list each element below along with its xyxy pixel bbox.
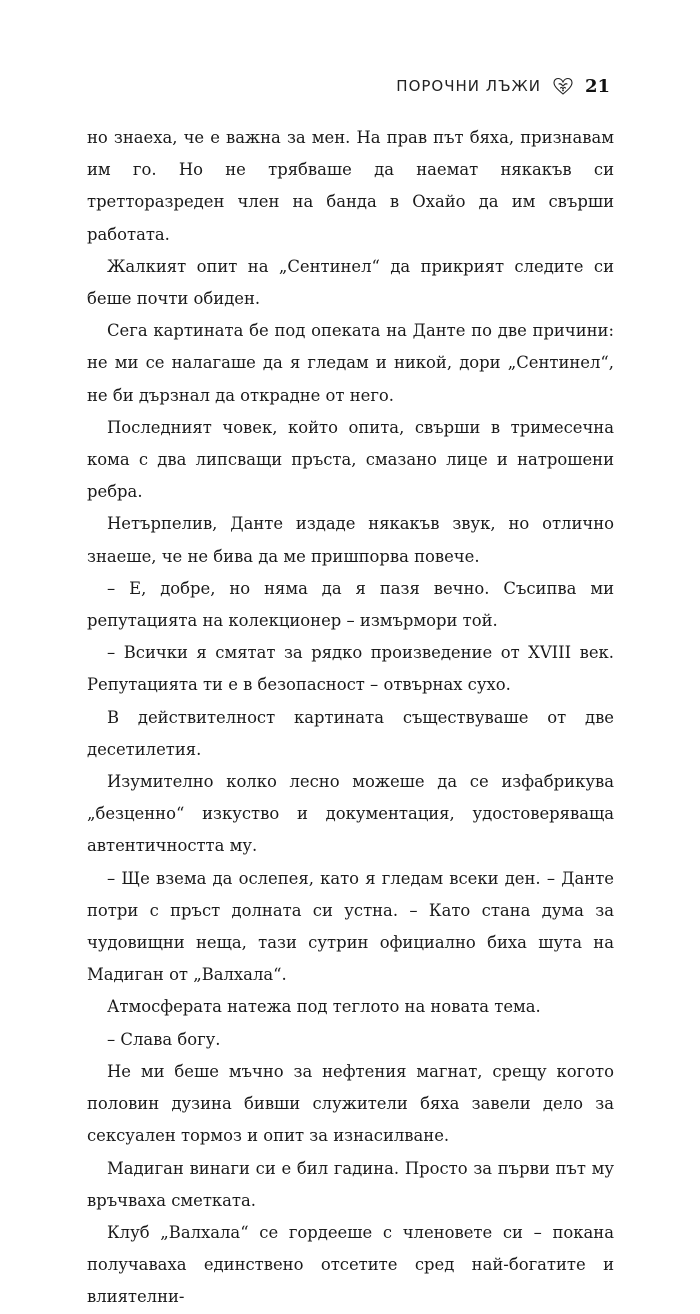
- paragraph: В действителност картината съществуваше от две десетилетия.: [87, 707, 614, 759]
- paragraph: Клуб „Валхала“ се гордееше с членовете си – покана получаваха единствено отсетите сред най-богатите и влиятелни-: [87, 1222, 614, 1307]
- paragraph: Мадиган винаги си е бил гадина. Просто за първи път му връчваха сметката.: [87, 1158, 614, 1210]
- paragraph: Нетърпелив, Данте издаде някакъв звук, но отлично знаеше, че не бива да ме пришпорва повече.: [87, 514, 614, 566]
- paragraph: – Слава богу.: [107, 1029, 221, 1049]
- paragraph: – Е, добре, но няма да я пазя вечно. Съсипва ми репутацията на колекционер – измърмори той.: [87, 578, 614, 631]
- paragraph: Атмосферата натежа под теглото на новата тема.: [107, 997, 541, 1017]
- paragraph: Сега картината бе под опеката на Данте по две причини: не ми се налагаше да я гледам и никой, дори „Сентинел“, не би дързнал да открадне от него.: [87, 321, 614, 405]
- paragraph: – Ще взема да ослепея, като я гледам всеки ден. – Данте потри с пръст долната си устна. – Като стана дума за чудовищни неща, тази сутрин официално биха шута на Мадиган от „Валхала“.: [87, 868, 614, 985]
- paragraph: Не ми беше мъчно за нефтения магнат, срещу когото половин дузина бивши служители бяха завели дело за сексуален тормоз и опит за изнасилване.: [87, 1061, 614, 1146]
- paragraph: Жалкият опит на „Сентинел“ да прикрият следите си беше почти обиден.: [87, 256, 614, 309]
- paragraph: но знаеха, че е важна за мен. На прав път бяха, признавам им го. Но не трябваше да наемат някакъв си третторазреден член на банда в Охайо да им свърши работата.: [87, 128, 614, 244]
- paragraph: Последният човек, който опита, свърши в тримесечна кома с два липсващи пръста, смазано лице и натрошени ребра.: [87, 417, 614, 502]
- paragraph: – Всички я смятат за рядко произведение от XVIII век. Репутацията ти е в безопасност – отвърнах сухо.: [87, 643, 614, 695]
- running-title: ПОРОЧНИ ЛЪЖИ: [396, 77, 541, 95]
- body-text: [87, 122, 614, 1314]
- running-header: [396, 74, 610, 98]
- heart-flourish-icon: [551, 76, 575, 96]
- page-number: 21: [584, 75, 610, 97]
- paragraph: Изумително колко лесно можеше да се изфабрикува „безценно“ изкуство и документация, удостоверяваща автентичността му.: [87, 772, 614, 856]
